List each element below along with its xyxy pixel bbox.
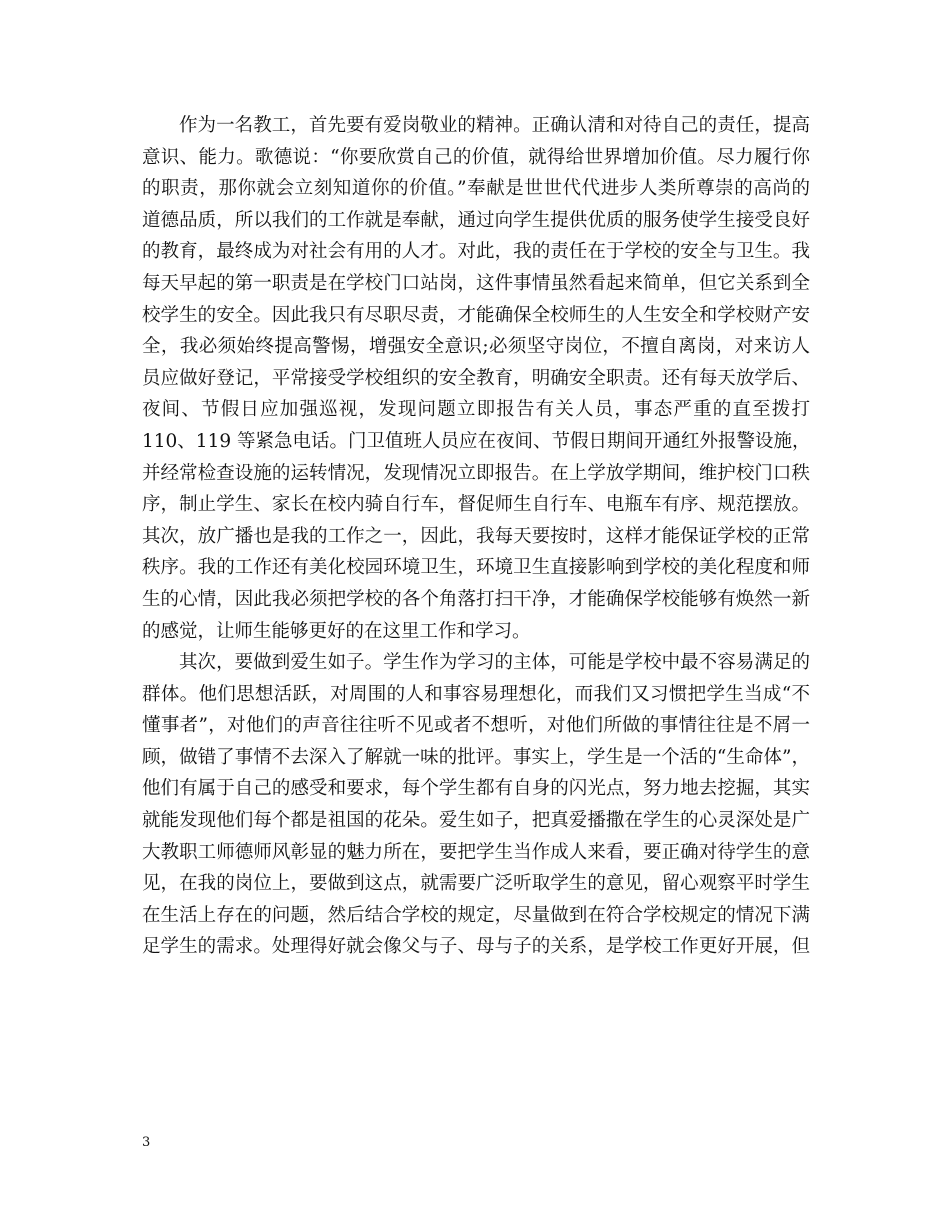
text-line: 群体。他们思想活跃，对周围的人和事容易理想化，而我们又习惯把学生当成“不 [142, 683, 810, 705]
text-line: 的教育，最终成为对社会有用的人才。对此，我的责任在于学校的安全与卫生。我 [142, 241, 810, 263]
text-line: 全，我必须始终提高警惕，增强安全意识;必须坚守岗位，不擅自离岗，对来访人 [142, 336, 810, 358]
text-line: 他们有属于自己的感受和要求，每个学生都有自身的闪光点，努力地去挖掘，其实 [142, 778, 810, 800]
text-line: 见，在我的岗位上，要做到这点，就需要广泛听取学生的意见，留心观察平时学生 [142, 873, 810, 895]
text-line: 并经常检查设施的运转情况，发现情况立即报告。在上学放学期间，维护校门口秩 [142, 462, 810, 484]
text-line: 顾，做错了事情不去深入了解就一味的批评。事实上，学生是一个活的“生命体”， [142, 746, 810, 768]
text-line: 大教职工师德师风彰显的魅力所在，要把学生当作成人来看，要正确对待学生的意 [142, 841, 810, 863]
text-line: 意识、能力。歌德说：“你要欣赏自己的价值，就得给世界增加价值。尽力履行你 [142, 146, 810, 168]
text-line: 的感觉，让师生能够更好的在这里工作和学习。 [142, 620, 531, 642]
text-line: 懂事者”，对他们的声音往往听不见或者不想听，对他们所做的事情往往是不屑一 [142, 715, 810, 737]
text-line: 生的心情，因此我必须把学校的各个角落打扫干净，才能确保学校能够有焕然一新 [142, 588, 810, 610]
paragraph-1 [142, 110, 810, 647]
text-line: 序，制止学生、家长在校内骑自行车，督促师生自行车、电瓶车有序、规范摆放。 [142, 494, 810, 516]
text-line: 道德品质，所以我们的工作就是奉献，通过向学生提供优质的服务使学生接受良好 [142, 209, 810, 231]
text-line: 每天早起的第一职责是在学校门口站岗，这件事情虽然看起来简单，但它关系到全 [142, 272, 810, 294]
page-number: 3 [142, 1135, 151, 1150]
text-line: 的职责，那你就会立刻知道你的价值。”奉献是世世代代进步人类所尊崇的高尚的 [142, 178, 810, 200]
text-line: 其次，要做到爱生如子。学生作为学习的主体，可能是学校中最不容易满足的 [179, 652, 810, 674]
paragraph-2 [142, 647, 810, 963]
text-line: 在生活上存在的问题，然后结合学校的规定，尽量做到在符合学校规定的情况下满 [142, 904, 810, 926]
text-line: 员应做好登记，平常接受学校组织的安全教育，明确安全职责。还有每天放学后、 [142, 367, 810, 389]
text-line: 校学生的安全。因此我只有尽职尽责，才能确保全校师生的人生安全和学校财产安 [142, 304, 810, 326]
text-line: 就能发现他们每个都是祖国的花朵。爱生如子，把真爱播撒在学生的心灵深处是广 [142, 810, 810, 832]
text-line: 其次，放广播也是我的工作之一，因此，我每天要按时，这样才能保证学校的正常 [142, 525, 810, 547]
body-text [142, 110, 810, 963]
text-line: 夜间、节假日应加强巡视，发现问题立即报告有关人员，事态严重的直至拨打 [142, 399, 810, 421]
text-line: 110、119 等紧急电话。门卫值班人员应在夜间、节假日期间开通红外报警设施， [142, 430, 811, 452]
text-line: 作为一名教工，首先要有爱岗敬业的精神。正确认清和对待自己的责任，提高 [179, 115, 810, 136]
text-line: 足学生的需求。处理得好就会像父与子、母与子的关系，是学校工作更好开展，但 [142, 936, 810, 958]
text-line: 秩序。我的工作还有美化校园环境卫生，环境卫生直接影响到学校的美化程度和师 [142, 557, 810, 579]
